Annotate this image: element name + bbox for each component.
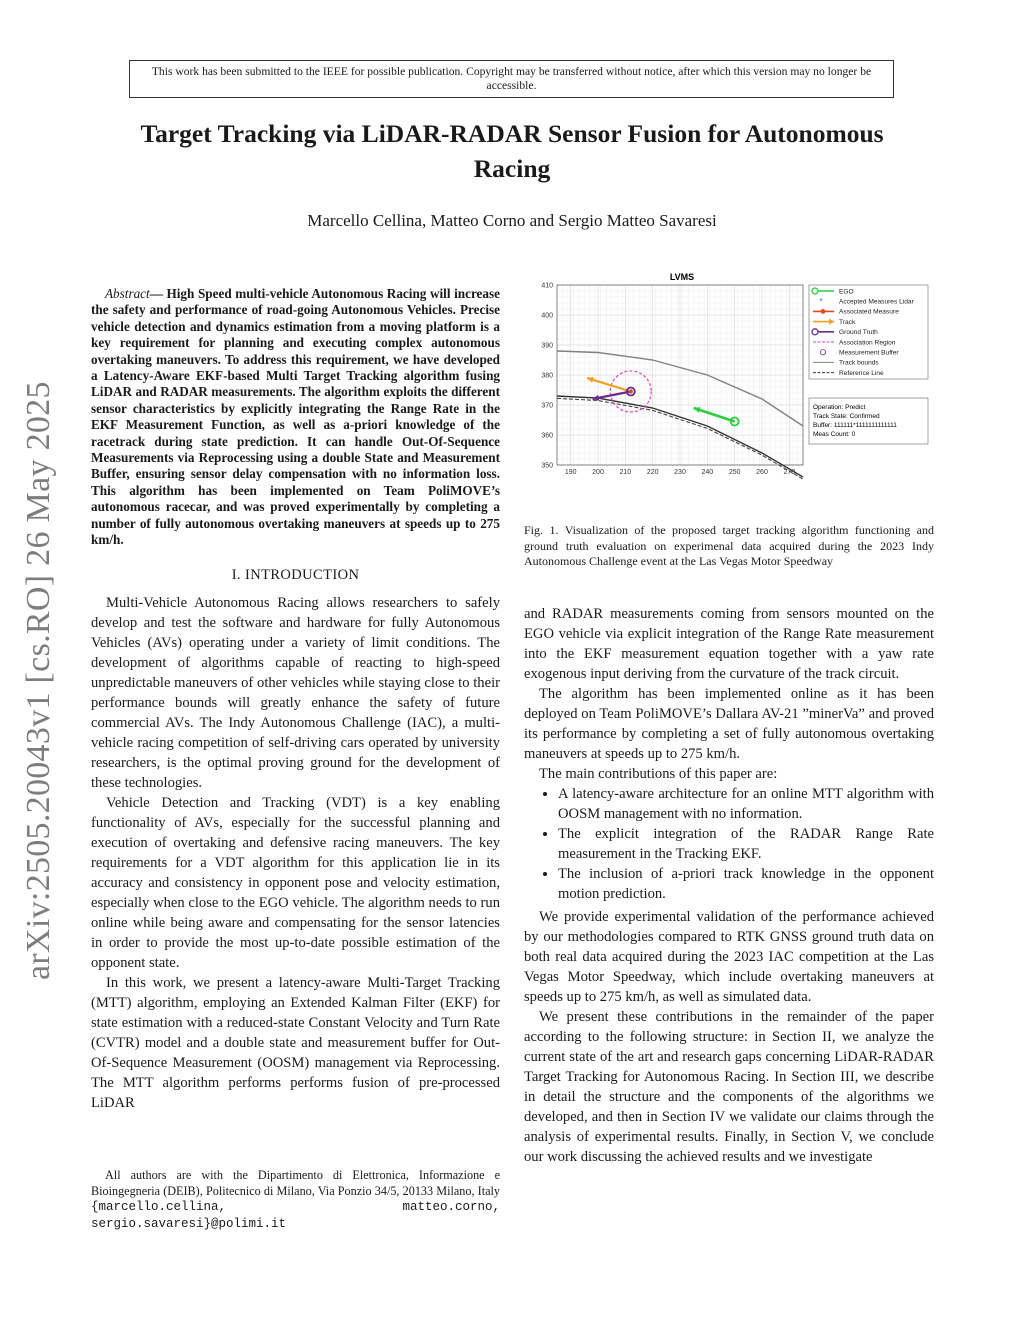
abstract-text: — High Speed multi-vehicle Autonomous Racing will increase the safety and performance of road-going Autonomous Vehicles. Precise vehicle detection and dynamics estimation from a moving platform is a key requirement for planning and executing complex autonomous overtaking maneuvers. To address this requirement, we have developed a Latency-Aware EKF-based Multi Target Tracking algorithm fusing LiDAR and RADAR measurements. The algorithm exploits the different sensor characteristics by explicitly integrating the Range Rate in the EKF Measurement Function, as well as a-priori knowledge of the racetrack during state prediction. It can handle Out-Of-Sequence Measurements via Reprocessing using a double State and Measurement Buffer, ensuring sensor delay compensation with no information loss. This algorithm has been implemented on Team PoliMOVE’s autonomous racecar, and was proved experimentally by completing a number of fully autonomous overtaking maneuvers at speeds up to 275 km/h. (91, 286, 500, 548)
contribution-item: • A latency-aware architecture for an online MTT algorithm with OOSM management with no information. (558, 784, 934, 824)
section-heading-introduction: I. INTRODUCTION (231, 566, 360, 583)
arxiv-stamp[interactable]: arXiv:2505.20043v1 [cs.RO] 26 May 2025 (20, 381, 57, 980)
y-tick-label: 350 (541, 462, 553, 470)
x-tick-label: 240 (701, 469, 714, 476)
status-meas-count: Meas Count: 0 (813, 431, 856, 438)
title-line-1: Target Tracking via LiDAR-RADAR Sensor Fusion for Autonomous (140, 119, 884, 148)
y-tick-label: 380 (541, 372, 553, 380)
contribution-item: • The inclusion of a-priori track knowledge in the opponent motion prediction. (558, 864, 934, 904)
status-box (809, 398, 928, 444)
x-tick-label: 250 (728, 469, 741, 476)
right-paragraph-2: The algorithm has been implemented online as it has been deployed on Team PoliMOVE’s Dallara AV-21 ”minerVa” and proved its performance by completing a set of fully autonomous overtaking maneuvers at speeds up to 275 km/h. (524, 686, 934, 762)
x-tick-label: 260 (756, 469, 768, 476)
y-tick-label: 370 (541, 402, 553, 410)
contribution-list (524, 784, 934, 904)
legend-label: Association Region (839, 339, 896, 347)
x-tick-label: 200 (592, 469, 604, 476)
author-affiliation-footnote (91, 1168, 500, 1232)
x-tick-label: 190 (564, 469, 577, 476)
left-column (91, 286, 500, 1113)
right-paragraph-3: The main contributions of this paper are: (539, 766, 778, 782)
right-paragraph-4: We provide experimental validation of the performance achieved by our methodologies compared to RTK GNSS ground truth data on both real data acquired during the 2023 IAC competition at the Las Vegas Motor Speedway, which include overtaking maneuvers at speeds up to 275 km/h, as well as simulated data. (524, 909, 934, 1005)
contribution-item: • The explicit integration of the RADAR Range Rate measurement in the Tracking EKF. (558, 824, 934, 864)
figure-1-caption: Fig. 1. Visualization of the proposed target tracking algorithm functioning and ground truth evaluation on experimenal data acquired during the 2023 Indy Autonomous Challenge event at the Las Vegas Motor Speedway (524, 523, 934, 568)
y-tick-label: 410 (541, 282, 553, 290)
legend-label: Ground Truth (839, 329, 878, 337)
legend-label: EGO (839, 288, 854, 296)
legend-swatch-marker (812, 288, 818, 294)
chart-title: LVMS (669, 272, 695, 282)
paper-title (80, 116, 944, 186)
ieee-notice: This work has been submitted to the IEEE for possible publication. Copyright may be transferred without notice, after which this version may no longer be accessible. (129, 60, 894, 98)
figure-1 (520, 270, 934, 490)
legend-swatch-marker (812, 329, 818, 335)
legend-label: Track bounds (839, 359, 879, 367)
abstract (91, 286, 500, 549)
right-paragraph-5: We present these contributions in the remainder of the paper according to the following structure: in Section II, we analyze the current state of the art and research gaps concerning LiDAR-RADAR Target Tracking for Autonomous Racing. In Section III, we describe in detail the structure and the components of the algorithms we developed, and then in Section IV we validate our claims through the analysis of experimental results. Finally, in Section V, we conclude our work discussing the achieved results and we investigate (524, 1009, 934, 1165)
y-tick-label: 400 (541, 312, 553, 320)
author-list: Marcello Cellina, Matteo Corno and Sergio Matteo Savaresi (307, 211, 717, 230)
title-line-2: Racing (473, 154, 551, 183)
x-tick-label: 220 (646, 469, 659, 476)
abstract-label: Abstract (105, 286, 150, 301)
lvms-chart (520, 270, 934, 490)
legend-label: Track (839, 318, 856, 326)
y-tick-label: 390 (541, 342, 553, 350)
x-tick-label: 230 (674, 469, 686, 476)
chart-legend (809, 285, 928, 379)
intro-paragraph-1: Multi-Vehicle Autonomous Racing allows researchers to safely develop and test the software and hardware for fully Autonomous Vehicles (AVs) operating under a variety of limit conditions. The development of algorithms capable of reacting to high-speed unpredictable maneuvers of other vehicles while staying close to their performance bounds will greatly enhance the safety of future commercial AVs. The Indy Autonomous Challenge (IAC), a multi-vehicle racing competition of self-driving cars operated by university researchers, is the optimal proving ground for the development of these technologies. (91, 594, 500, 791)
status-buffer: Buffer: 111111*1111111111111 (813, 422, 897, 429)
intro-paragraph-2: Vehicle Detection and Tracking (VDT) is a key enabling functionality of AVs, especially for the successful planning and execution of overtaking and defensive racing maneuvers. The key requirements for a VDT algorithm for this application lie in its accuracy and consistency in opponent pose and velocity estimation, especially when close to the EGO vehicle. The algorithm needs to run online while being aware and compensating for the sensor latencies in order to provide the most up-to-date possible estimation of the opponent state. (91, 794, 500, 971)
legend-label: Measurement Buffer (839, 349, 899, 357)
right-paragraph-1: and RADAR measurements coming from sensors mounted on the EGO vehicle via explicit integration of the Range Rate measurement into the EKF measurement equation together with a yaw rate exogenous input deriving from the curvature of the track circuit. (524, 606, 934, 682)
x-tick-label: 270 (783, 469, 796, 476)
right-column (524, 604, 934, 1167)
legend-swatch: * (819, 297, 823, 307)
y-tick-label: 360 (541, 432, 553, 440)
intro-paragraph-3: In this work, we present a latency-aware Multi-Target Tracking (MTT) algorithm, employing an Extended Kalman Filter (EKF) for state estimation with a reduced-state Constant Velocity and Turn Rate (CVTR) model and a double state and measurement buffer for Out-Of-Sequence Measurement (OOSM) management via Reprocessing. The MTT algorithm performs performs fusion of pre-processed LiDAR (91, 974, 500, 1111)
footnote-emails[interactable]: {marcello.cellina, matteo.corno, sergio.savaresi}@polimi.it (91, 1200, 500, 1231)
legend-swatch-marker (821, 309, 826, 314)
associated-measure-point (629, 389, 633, 393)
legend-label: Reference Line (839, 369, 884, 377)
status-track-state: Track State: Confirmed (813, 413, 880, 420)
footnote-text: All authors are with the Dipartimento di Elettronica, Informazione e Bioingegneria (DEIB), Politecnico di Milano, Via Ponzio 34/5, 20133 Milano, Italy (91, 1168, 500, 1198)
legend-label: Accepted Measures Lidar (839, 298, 914, 306)
status-operation: Operation: Predict (813, 404, 866, 411)
x-tick-label: 210 (619, 469, 632, 476)
legend-label: Associated Measure (839, 308, 899, 316)
